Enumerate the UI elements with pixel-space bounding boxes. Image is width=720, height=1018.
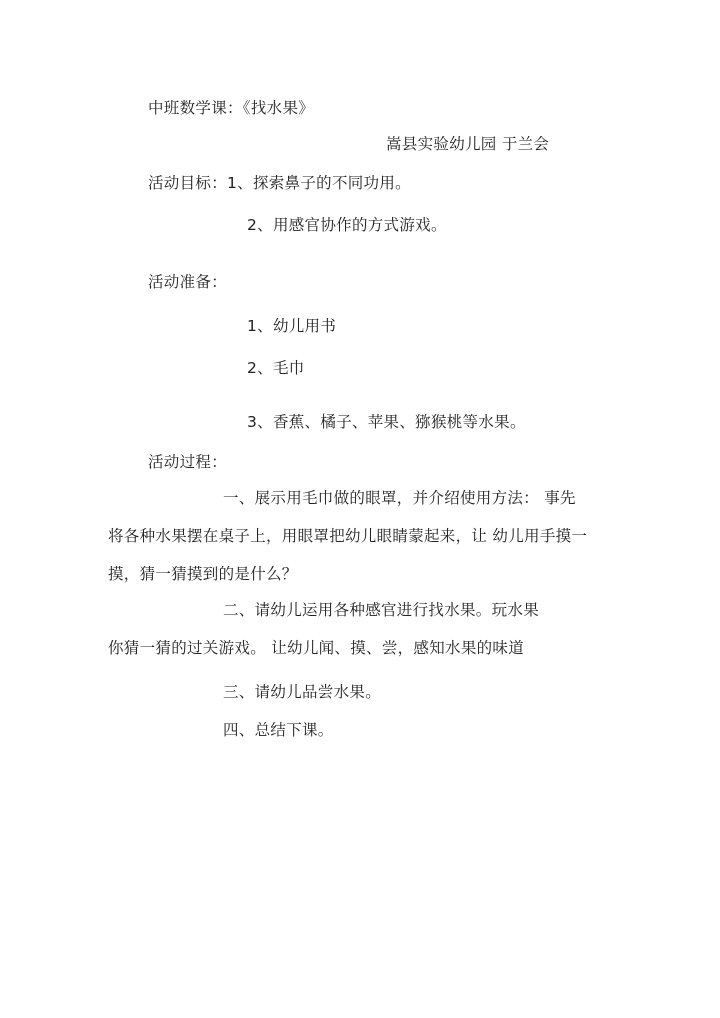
step2-line-2: 你猜一猜的过关游戏。 让幼儿闻、摸、尝，感知水果的味道 [108,639,525,657]
author-line: 嵩县实验幼儿园 于兰会 [386,135,550,153]
step1-line-3: 摸，猜一猜摸到的是什么？ [108,565,298,583]
step1-line-1: 一、展示用毛巾做的眼罩，并介绍使用方法： 事先 [223,489,576,507]
preparation-heading: 活动准备： [148,273,228,291]
preparation-item-2: 2、毛巾 [247,359,305,377]
step3-line: 三、请幼儿品尝水果。 [223,683,382,701]
process-heading: 活动过程： [148,453,228,471]
step4-line: 四、总结下课。 [223,721,334,739]
document-title: 中班数学课：《找水果》 [148,99,315,117]
step2-line-1: 二、请幼儿运用各种感官进行找水果。玩水果 [223,601,540,619]
preparation-item-1: 1、幼儿用书 [247,317,337,335]
goal-line-1: 活动目标：1、探索鼻子的不同功用。 [148,174,411,192]
preparation-item-3: 3、香蕉、橘子、苹果、猕猴桃等水果。 [247,413,526,431]
step1-line-2: 将各种水果摆在桌子上，用眼罩把幼儿眼睛蒙起来，让 幼儿用手摸一 [108,527,588,545]
goal-line-2: 2、用感官协作的方式游戏。 [247,216,447,234]
